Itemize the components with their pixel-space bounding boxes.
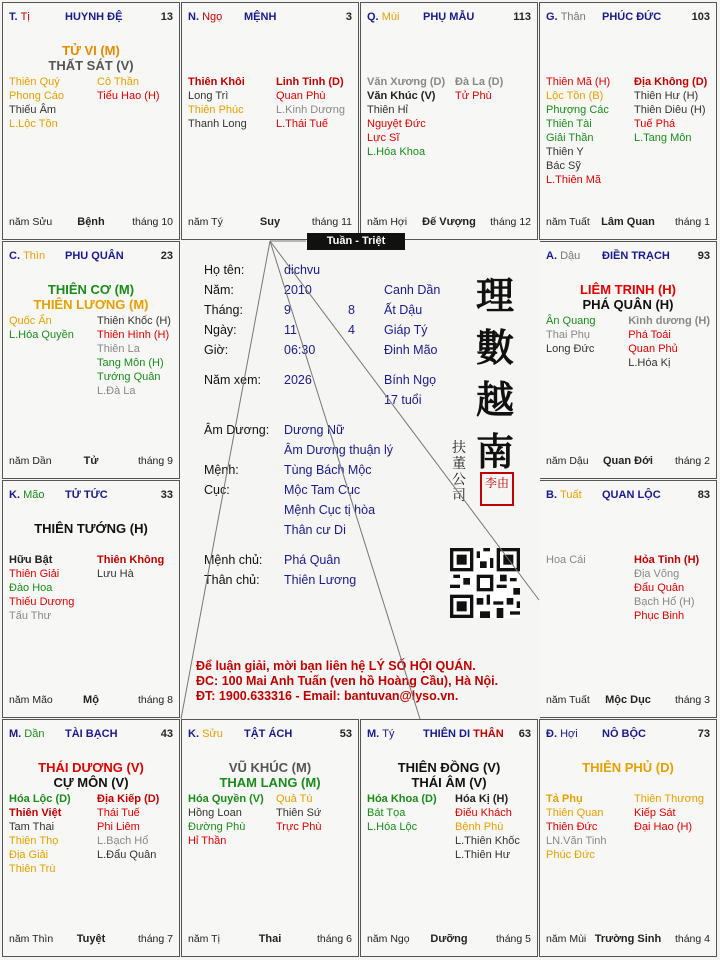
star-item: Thiên Đức bbox=[546, 821, 598, 833]
center-info-panel bbox=[180, 240, 540, 718]
qr-code[interactable] bbox=[450, 548, 520, 618]
luu-nien: năm Ngọ bbox=[367, 933, 410, 945]
palace-can: Đ. bbox=[546, 728, 557, 740]
star-item: Phúc Đức bbox=[546, 849, 595, 861]
star-item: L.Hóa Quyền bbox=[9, 329, 74, 341]
luu-nguyet: tháng 3 bbox=[674, 694, 710, 706]
luu-nien: năm Tuất bbox=[546, 216, 590, 228]
palace-dai-han: 63 bbox=[518, 728, 531, 740]
vong-trang-sinh: Dưỡng bbox=[430, 933, 468, 945]
star-item: Giải Thần bbox=[546, 132, 594, 144]
luu-nien: năm Thìn bbox=[9, 933, 54, 945]
star-item: Thiên Thọ bbox=[9, 835, 59, 847]
palace-footer bbox=[546, 216, 710, 230]
star-item: Hóa Lộc (D) bbox=[9, 793, 71, 805]
palace-header bbox=[546, 250, 710, 264]
star-item: Tang Môn (H) bbox=[97, 357, 164, 369]
palace-footer bbox=[546, 694, 710, 708]
palace-dai-han: 43 bbox=[160, 728, 173, 740]
luu-nguyet: tháng 5 bbox=[495, 933, 531, 945]
star-item: L.Tang Môn bbox=[634, 132, 692, 144]
star-item: L.Thiên Khốc bbox=[455, 835, 520, 847]
star-item: Thiên La bbox=[97, 343, 140, 355]
star-item: L.Thiên Hư bbox=[455, 849, 511, 861]
star-item: L.Hóa Khoa bbox=[367, 146, 426, 158]
contact-info bbox=[196, 659, 498, 704]
palace-chi: Sửu bbox=[202, 728, 223, 740]
palace-suu bbox=[181, 719, 359, 957]
vong-trang-sinh: Đế Vượng bbox=[422, 216, 476, 228]
star-item: Hồng Loan bbox=[188, 807, 242, 819]
thang-value: 9 bbox=[284, 303, 291, 317]
star-item: Bạch Hổ (H) bbox=[634, 596, 695, 608]
star-item: Đà La (D) bbox=[455, 76, 504, 88]
star-item: Thai Phụ bbox=[546, 329, 591, 341]
main-star: THẤT SÁT (V) bbox=[48, 58, 134, 73]
luu-nien: năm Tị bbox=[188, 933, 220, 945]
vong-trang-sinh: Suy bbox=[259, 216, 281, 228]
palace-hoi bbox=[539, 719, 717, 957]
ngay-can-chi: Giáp Tý bbox=[384, 323, 428, 337]
palace-dai-han: 113 bbox=[513, 11, 531, 23]
minor-stars bbox=[546, 553, 710, 623]
contact-line-2: ĐC: 100 Mai Anh Tuấn (ven hồ Hoàng Cầu), Hà Nội. bbox=[196, 674, 499, 688]
ho-ten-value: dichvu bbox=[284, 263, 321, 277]
star-item: Thiên Y bbox=[546, 146, 584, 158]
main-star: THIÊN CƠ (M) bbox=[47, 282, 135, 297]
star-item: Phượng Các bbox=[546, 104, 609, 116]
palace-chi: Mão bbox=[23, 489, 45, 501]
luu-nien: năm Tý bbox=[188, 216, 223, 228]
star-item: Tướng Quân bbox=[97, 371, 161, 383]
star-item: Hỉ Thần bbox=[188, 835, 227, 847]
main-stars bbox=[361, 760, 537, 790]
palace-name: HUYNH ĐỆ bbox=[65, 11, 123, 23]
nam-label: Năm: bbox=[204, 283, 234, 297]
star-item: Lưu Hà bbox=[97, 568, 134, 580]
nam-xem-can-chi: Bính Ngọ bbox=[384, 373, 437, 387]
luu-nien: năm Sửu bbox=[9, 216, 53, 228]
star-item: Cô Thần bbox=[97, 76, 139, 88]
than-chu-value: Thiên Lương bbox=[284, 573, 357, 587]
star-item: Tấu Thư bbox=[9, 610, 52, 622]
star-item: Quan Phủ bbox=[628, 343, 678, 355]
star-item: Hoa Cái bbox=[546, 554, 586, 566]
star-item: Thiên Mã (H) bbox=[546, 76, 611, 88]
nam-xem-value: 2026 bbox=[284, 373, 312, 387]
palace-chi: Dậu bbox=[560, 250, 581, 262]
palace-than bbox=[539, 2, 717, 240]
star-item: Văn Xương (D) bbox=[367, 76, 446, 88]
nam-xem-label: Năm xem: bbox=[204, 373, 261, 387]
star-item: Quốc Ấn bbox=[9, 315, 52, 327]
minor-stars bbox=[367, 792, 531, 862]
palace-can: G. bbox=[546, 11, 558, 23]
ho-ten-label: Họ tên: bbox=[204, 263, 245, 277]
palace-footer bbox=[367, 216, 531, 230]
star-item: Trực Phù bbox=[276, 821, 322, 833]
gio-label: Giờ: bbox=[204, 343, 229, 357]
seal-vertical-text: 扶董公司 bbox=[452, 440, 466, 504]
star-item: Thiên Thương bbox=[634, 793, 705, 805]
main-star: LIÊM TRINH (H) bbox=[579, 282, 677, 297]
tuan-triet-marker: Tuần - Triệt bbox=[307, 233, 405, 250]
star-item: Tử Phù bbox=[455, 90, 492, 102]
star-item: Lộc Tồn (B) bbox=[546, 90, 604, 102]
palace-footer bbox=[546, 455, 710, 469]
main-star: THIÊN PHỦ (D) bbox=[582, 760, 674, 775]
palace-name: QUAN LỘC bbox=[602, 489, 661, 501]
palace-chi: Thìn bbox=[23, 250, 46, 262]
palace-dan bbox=[2, 719, 180, 957]
palace-dai-han: 13 bbox=[160, 11, 173, 23]
palace-header bbox=[546, 728, 710, 742]
minor-stars bbox=[9, 75, 173, 131]
palace-thin bbox=[2, 241, 180, 479]
palace-mao bbox=[2, 480, 180, 718]
star-item: Hỏa Tinh (H) bbox=[634, 554, 700, 566]
palace-dai-han: 83 bbox=[697, 489, 710, 501]
palace-footer bbox=[9, 455, 173, 469]
palace-chi: Ngọ bbox=[202, 11, 223, 23]
main-stars bbox=[540, 760, 716, 775]
palace-name: THIÊN DI THÂN bbox=[423, 728, 504, 740]
contact-line-1: Để luận giải, mời bạn liên hệ LÝ SỐ HỘI QUÁN. bbox=[196, 659, 476, 673]
palace-dai-han: 33 bbox=[160, 489, 173, 501]
main-stars bbox=[3, 43, 179, 73]
star-item: Thiếu Âm bbox=[9, 104, 57, 116]
main-stars bbox=[182, 760, 358, 790]
minor-stars bbox=[188, 792, 352, 848]
palace-chi: Dần bbox=[24, 728, 45, 740]
star-item: Thiên Hỉ bbox=[367, 104, 408, 116]
star-item: Thái Tuế bbox=[97, 807, 140, 819]
palace-can: A. bbox=[546, 250, 557, 262]
star-item: L.Kinh Dương bbox=[276, 104, 346, 116]
minor-stars bbox=[546, 314, 710, 370]
palace-dai-han: 23 bbox=[160, 250, 173, 262]
palace-chi: Tý bbox=[382, 728, 395, 740]
star-item: L.Thiên Mã bbox=[546, 174, 602, 186]
luu-nien: năm Mùi bbox=[546, 933, 587, 945]
star-item: Địa Võng bbox=[634, 568, 680, 580]
luu-nguyet: tháng 11 bbox=[311, 216, 352, 228]
star-item: Điếu Khách bbox=[455, 807, 512, 819]
main-star: PHÁ QUÂN (H) bbox=[582, 297, 674, 312]
star-item: L.Đẩu Quân bbox=[97, 849, 157, 861]
palace-can: B. bbox=[546, 489, 557, 501]
star-item: Thiên Việt bbox=[9, 807, 62, 819]
star-item: Long Đức bbox=[546, 343, 595, 355]
star-item: Tiểu Hao (H) bbox=[97, 90, 160, 102]
palace-can: T. bbox=[9, 11, 18, 23]
main-star: THIÊN LƯƠNG (M) bbox=[33, 297, 149, 312]
star-item: Đại Hao (H) bbox=[634, 821, 693, 833]
star-item: Thiên Phúc bbox=[188, 104, 244, 116]
palace-name: MỆNH bbox=[244, 11, 277, 23]
vong-trang-sinh: Bệnh bbox=[77, 216, 105, 228]
contact-line-3[interactable]: ĐT: 1900.633316 - Email: bantuvan@lyso.vn. bbox=[196, 689, 459, 703]
main-star: TỬ VI (M) bbox=[62, 43, 120, 58]
palace-tys bbox=[360, 719, 538, 957]
vong-trang-sinh: Lâm Quan bbox=[601, 216, 655, 228]
palace-footer bbox=[546, 933, 710, 947]
star-item: Đẩu Quân bbox=[634, 582, 685, 594]
thang-can-chi: Ất Dậu bbox=[384, 303, 423, 317]
palace-can: M. bbox=[367, 728, 380, 740]
main-star: THAM LANG (M) bbox=[219, 775, 321, 790]
palace-header bbox=[546, 489, 710, 503]
star-item: Hóa Khoa (D) bbox=[367, 793, 437, 805]
palace-can: M. bbox=[9, 728, 22, 740]
main-star: CỰ MÔN (V) bbox=[53, 775, 129, 790]
star-item: L.Đà La bbox=[97, 385, 136, 397]
thang-am-value: 8 bbox=[348, 303, 355, 317]
palace-name: PHU QUÂN bbox=[65, 250, 124, 262]
vong-trang-sinh: Mộc Dục bbox=[605, 694, 651, 706]
gio-can-chi: Đinh Mão bbox=[384, 343, 438, 357]
palace-header bbox=[9, 250, 173, 264]
star-item: Thiên Hình (H) bbox=[97, 329, 170, 341]
menh-chu-label: Mệnh chủ: bbox=[204, 553, 263, 567]
star-item: Kình dương (H) bbox=[628, 315, 710, 327]
star-item: Văn Khúc (V) bbox=[367, 90, 436, 102]
palace-name: TẬT ÁCH bbox=[244, 728, 293, 740]
palace-header bbox=[9, 11, 173, 25]
luu-nguyet: tháng 12 bbox=[490, 216, 531, 228]
minor-stars bbox=[9, 792, 173, 876]
red-stamp: 李由 bbox=[480, 472, 514, 506]
star-item: Bát Tọa bbox=[367, 807, 406, 819]
palace-chi: Thân bbox=[560, 11, 586, 23]
palace-name: NÔ BỘC bbox=[602, 728, 646, 740]
star-item: L.Lộc Tồn bbox=[9, 118, 58, 130]
palace-name: TÀI BẠCH bbox=[65, 728, 118, 740]
luu-nguyet: tháng 10 bbox=[132, 216, 173, 228]
palace-name: TỬ TỨC bbox=[65, 489, 108, 501]
palace-dau bbox=[539, 241, 717, 479]
palace-name: PHÚC ĐỨC bbox=[602, 11, 662, 23]
star-item: Linh Tinh (D) bbox=[276, 76, 344, 88]
luu-nguyet: tháng 6 bbox=[316, 933, 352, 945]
palace-dai-han: 53 bbox=[339, 728, 352, 740]
palace-dai-han: 93 bbox=[697, 250, 710, 262]
palace-chi: Tị bbox=[20, 11, 30, 23]
palace-header bbox=[367, 728, 531, 742]
star-item: Phi Liêm bbox=[97, 821, 140, 833]
palace-header bbox=[188, 11, 352, 25]
am-duong-ly: Âm Dương thuận lý bbox=[284, 443, 393, 457]
than-marker: THÂN bbox=[473, 728, 504, 740]
star-item: Địa Giải bbox=[9, 849, 49, 861]
main-star: THÁI ÂM (V) bbox=[411, 775, 487, 790]
star-item: Long Trì bbox=[188, 90, 229, 102]
luu-nguyet: tháng 8 bbox=[137, 694, 173, 706]
tuoi-value: 17 tuổi bbox=[384, 393, 422, 407]
star-item: Thanh Long bbox=[188, 118, 247, 130]
luu-nguyet: tháng 1 bbox=[674, 216, 710, 228]
gio-value: 06:30 bbox=[284, 343, 316, 357]
ngay-am-value: 4 bbox=[348, 323, 355, 337]
main-star: THIÊN ĐỒNG (V) bbox=[397, 760, 501, 775]
star-item: Quan Phù bbox=[276, 90, 326, 102]
star-item: Bác Sỹ bbox=[546, 160, 581, 172]
star-item: Bệnh Phù bbox=[455, 821, 504, 833]
palace-header bbox=[188, 728, 352, 742]
star-item: Ân Quang bbox=[546, 315, 596, 327]
luu-nien: năm Hợi bbox=[367, 216, 408, 228]
main-stars bbox=[3, 282, 179, 312]
star-item: Thiếu Dương bbox=[9, 596, 75, 608]
palace-can: N. bbox=[188, 11, 199, 23]
star-item: Thiên Diêu (H) bbox=[634, 104, 706, 116]
star-item: L.Hóa Lộc bbox=[367, 821, 418, 833]
star-item: LN.Văn Tinh bbox=[546, 835, 607, 847]
star-item: Tả Phụ bbox=[546, 793, 583, 805]
cuc-relation: Mệnh Cục tị hòa bbox=[284, 503, 376, 517]
star-item: Thiên Khốc (H) bbox=[97, 315, 171, 327]
luu-nguyet: tháng 7 bbox=[137, 933, 173, 945]
star-item: Đường Phù bbox=[188, 821, 246, 833]
nam-value: 2010 bbox=[284, 283, 312, 297]
star-item: Nguyệt Đức bbox=[367, 118, 426, 130]
nam-can-chi: Canh Dần bbox=[384, 283, 441, 297]
main-stars bbox=[3, 521, 179, 536]
main-stars bbox=[540, 282, 716, 312]
palace-footer bbox=[9, 216, 173, 230]
star-item: Phục Binh bbox=[634, 610, 685, 622]
luu-nien: năm Tuất bbox=[546, 694, 590, 706]
minor-stars bbox=[367, 75, 531, 159]
star-item: Thiên Giải bbox=[9, 568, 60, 580]
star-item: Phá Toái bbox=[628, 329, 671, 341]
luu-nguyet: tháng 4 bbox=[674, 933, 710, 945]
am-duong-value: Dương Nữ bbox=[284, 423, 345, 437]
minor-stars bbox=[546, 75, 710, 187]
palace-dai-han: 3 bbox=[345, 11, 352, 23]
star-item: Tuế Phá bbox=[634, 118, 676, 130]
palace-name: PHỤ MẪU bbox=[423, 11, 475, 23]
palace-tuat bbox=[539, 480, 717, 718]
palace-ngo bbox=[181, 2, 359, 240]
star-item: Đào Hoa bbox=[9, 582, 53, 594]
palace-chi: Tuất bbox=[560, 489, 582, 501]
star-item: L.Thái Tuế bbox=[276, 118, 328, 130]
menh-label: Mệnh: bbox=[204, 463, 239, 477]
luu-nien: năm Dậu bbox=[546, 455, 589, 467]
star-item: Hóa Quyền (V) bbox=[188, 793, 264, 805]
star-item: Quả Tú bbox=[276, 793, 313, 805]
palace-header bbox=[9, 728, 173, 742]
palace-footer bbox=[188, 216, 352, 230]
star-item: Địa Kiếp (D) bbox=[97, 793, 160, 805]
calligraphy-logo: 理數越南 bbox=[475, 273, 514, 474]
palace-can: K. bbox=[9, 489, 20, 501]
palace-footer bbox=[367, 933, 531, 947]
star-item: Thiên Tài bbox=[546, 118, 592, 130]
vong-trang-sinh: Thai bbox=[258, 933, 282, 945]
am-duong-label: Âm Dương: bbox=[204, 423, 270, 437]
palace-ty bbox=[2, 2, 180, 240]
palace-can: K. bbox=[188, 728, 199, 740]
star-item: Thiên Hư (H) bbox=[634, 90, 699, 102]
star-item: L.Hóa Kị bbox=[628, 357, 671, 369]
luu-nien: năm Mão bbox=[9, 694, 53, 706]
minor-stars bbox=[9, 553, 173, 623]
star-item: Thiên Khôi bbox=[188, 76, 245, 88]
ngay-value: 11 bbox=[284, 323, 297, 337]
luu-nguyet: tháng 9 bbox=[137, 455, 173, 467]
star-item: L.Bạch Hổ bbox=[97, 835, 149, 847]
menh-value: Tùng Bách Mộc bbox=[284, 463, 372, 477]
palace-header bbox=[546, 11, 710, 25]
main-star: THIÊN TƯỚNG (H) bbox=[34, 521, 148, 536]
luu-nguyet: tháng 2 bbox=[674, 455, 710, 467]
star-item: Thiên Trù bbox=[9, 863, 56, 875]
palace-can: Q. bbox=[367, 11, 379, 23]
main-star: THÁI DƯƠNG (V) bbox=[38, 760, 144, 775]
minor-stars bbox=[9, 314, 173, 398]
star-item: Phong Cáo bbox=[9, 90, 65, 102]
star-item: Thiên Quý bbox=[9, 76, 60, 88]
main-star: VŨ KHÚC (M) bbox=[228, 760, 312, 775]
palace-dai-han: 103 bbox=[691, 11, 710, 23]
palace-footer bbox=[9, 933, 173, 947]
cuc-label: Cục: bbox=[204, 483, 230, 497]
star-item: Thiên Quan bbox=[546, 807, 604, 819]
palace-header bbox=[9, 489, 173, 503]
star-item: Hữu Bật bbox=[9, 554, 53, 566]
palace-name: ĐIỀN TRẠCH bbox=[602, 250, 670, 262]
than-chu-label: Thân chủ: bbox=[204, 573, 260, 587]
star-item: Tam Thai bbox=[9, 821, 55, 833]
star-item: Địa Không (D) bbox=[634, 76, 708, 88]
ngay-label: Ngày: bbox=[204, 323, 237, 337]
star-item: Hóa Kị (H) bbox=[455, 793, 509, 805]
minor-stars bbox=[188, 75, 352, 131]
vong-trang-sinh: Trường Sinh bbox=[594, 933, 662, 945]
thang-label: Tháng: bbox=[204, 303, 243, 317]
star-item: Lực Sĩ bbox=[367, 132, 400, 144]
palace-chi: Hợi bbox=[560, 728, 578, 740]
palace-dai-han: 73 bbox=[697, 728, 710, 740]
vong-trang-sinh: Tử bbox=[83, 455, 99, 467]
palace-footer bbox=[9, 694, 173, 708]
vong-trang-sinh: Mộ bbox=[83, 694, 99, 706]
luu-nien: năm Dần bbox=[9, 455, 52, 467]
star-item: Thiên Sứ bbox=[276, 807, 322, 819]
star-item: Kiếp Sát bbox=[634, 807, 676, 819]
main-stars bbox=[3, 760, 179, 790]
cuc-value: Mộc Tam Cục bbox=[284, 483, 361, 497]
palace-mui bbox=[360, 2, 538, 240]
vong-trang-sinh: Quan Đới bbox=[603, 455, 653, 467]
star-item: Thiên Không bbox=[97, 554, 165, 566]
vong-trang-sinh: Tuyệt bbox=[76, 933, 106, 945]
menh-chu-value: Phá Quân bbox=[284, 553, 341, 567]
palace-footer bbox=[188, 933, 352, 947]
than-cu: Thân cư Di bbox=[284, 523, 346, 537]
palace-can: C. bbox=[9, 250, 20, 262]
minor-stars bbox=[546, 792, 710, 862]
palace-chi: Mùi bbox=[381, 11, 400, 23]
palace-header bbox=[367, 11, 531, 25]
